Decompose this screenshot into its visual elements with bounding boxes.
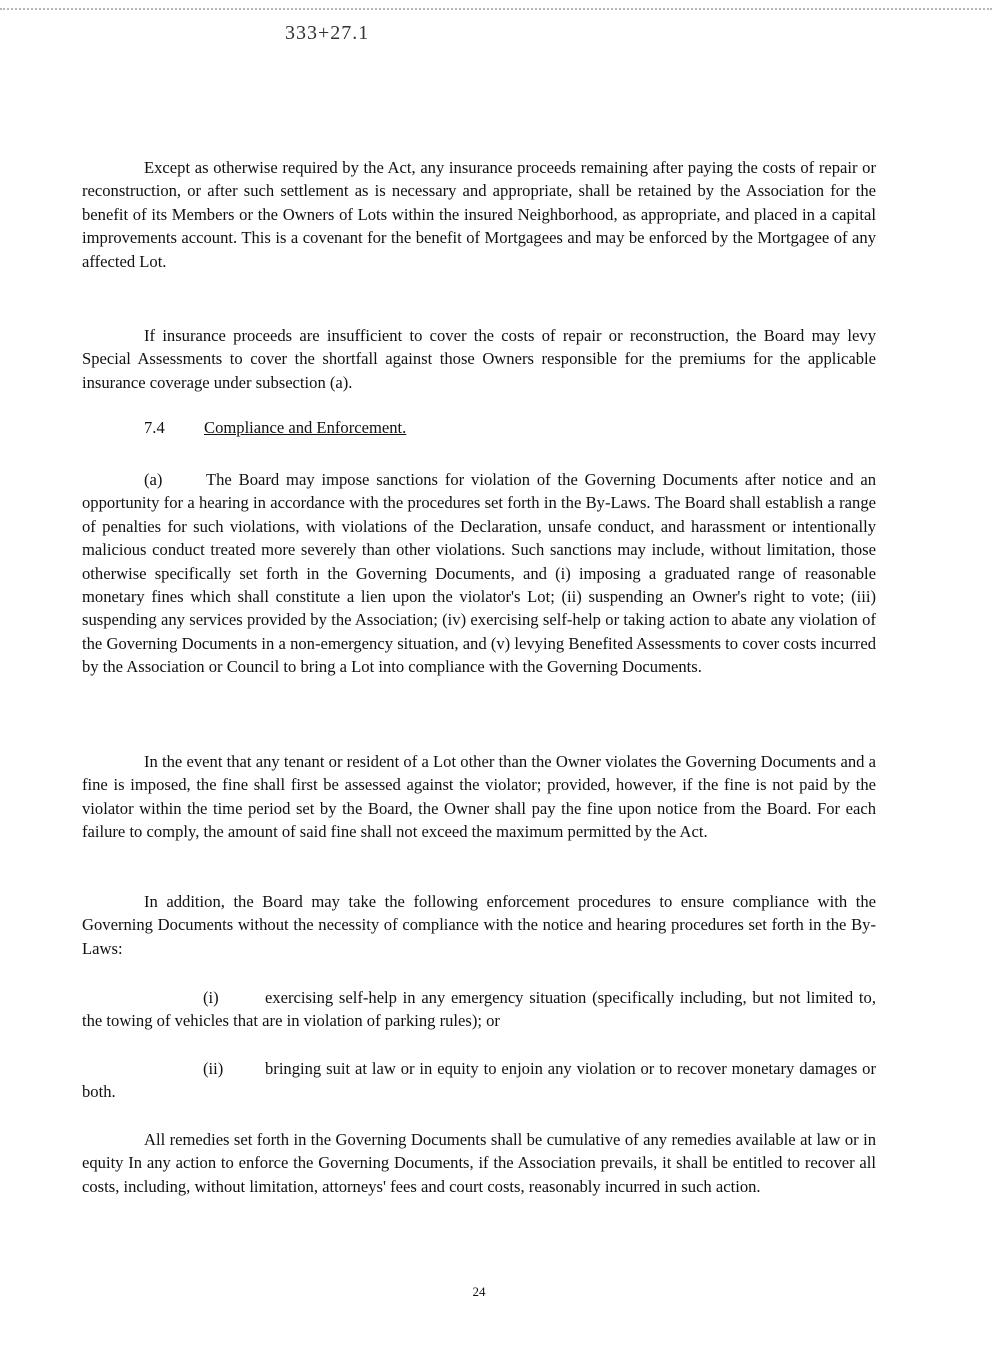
paragraph-enforcement-procedures: In addition, the Board may take the following enforcement procedures to ensure compliance with the Governing Documents without the necessity of compliance with the notice and hearing procedures set forth in the By-Laws:: [82, 892, 876, 958]
paragraph-cumulative-remedies: All remedies set forth in the Governing Documents shall be cumulative of any remedies available at law or in equity In any action to enforce the Governing Documents, if the Association prevails, it shall be entitled to recover all costs, including, without limitation, attorneys' fees and court costs, reasonably incurred in such action.: [82, 1130, 876, 1196]
scan-edge-artifact: [0, 8, 992, 12]
list-marker-ii: (ii): [203, 1059, 224, 1078]
page-number: 24: [472, 1284, 486, 1299]
paragraph-insurance-proceeds: Except as otherwise required by the Act, any insurance proceeds remaining after paying the costs of repair or reconstruction, or after such settlement as is necessary and appropriate, shall be retained by the Association for the benefit of its Members or the Owners of Lots within the insured Neighborhood, as appropriate, and placed in a capital improvements account. This is a covenant for the benefit of Mortgagees and may be enforced by the Mortgagee of any affected Lot.: [82, 158, 876, 271]
list-marker-i: (i): [203, 988, 219, 1007]
paragraph-sanctions: [82, 468, 876, 679]
list-item-i-text: exercising self-help in any emergency situation (specifically including, but not limited to, the towing of vehicles that are in violation of parking rules); or: [82, 988, 876, 1031]
list-item-i: [82, 986, 876, 1033]
subsection-marker: (a): [144, 470, 163, 489]
document-stamp-number: 333+27.1: [285, 22, 370, 44]
paragraph-insufficient-proceeds: If insurance proceeds are insufficient to cover the costs of repair or reconstruction, the Board may levy Special Assessments to cover the shortfall against those Owners responsible for the premiums for the applicable insurance coverage under subsection (a).: [82, 326, 876, 392]
paragraph-tenant-violations: In the event that any tenant or resident of a Lot other than the Owner violates the Governing Documents and a fine is imposed, the fine shall first be assessed against the violator; provided, however, if the fine is not paid by the violator within the time period set by the Board, the Owner shall pay the fine upon notice from the Board. For each failure to comply, the amount of said fine shall not exceed the maximum permitted by the Act.: [82, 752, 876, 842]
paragraph-sanctions-text: The Board may impose sanctions for violation of the Governing Documents after notice and an opportunity for a hearing in accordance with the procedures set forth in the By-Laws. The Board shall establish a range of penalties for such violations, with violations of the Declaration, unsafe conduct, and harassment or intentionally malicious conduct treated more severely than other violations. Such sanctions may include, without limitation, those otherwise specifically set forth in the Governing Documents, and (i) imposing a graduated range of reasonable monetary fines which shall constitute a lien upon the violator's Lot; (ii) suspending an Owner's right to vote; (iii) suspending any services provided by the Association; (iv) exercising self-help or taking action to abate any violation of the Governing Documents in a non-emergency situation, and (v) levying Benefited Assessments to cover costs incurred by the Association or Council to bring a Lot into compliance with the Governing Documents.: [82, 470, 876, 677]
section-heading: [144, 416, 406, 439]
section-number: 7.4: [144, 418, 165, 437]
list-item-ii: [82, 1057, 876, 1104]
section-title: Compliance and Enforcement.: [204, 418, 407, 437]
list-item-ii-text: bringing suit at law or in equity to enjoin any violation or to recover monetary damages or both.: [82, 1059, 876, 1102]
